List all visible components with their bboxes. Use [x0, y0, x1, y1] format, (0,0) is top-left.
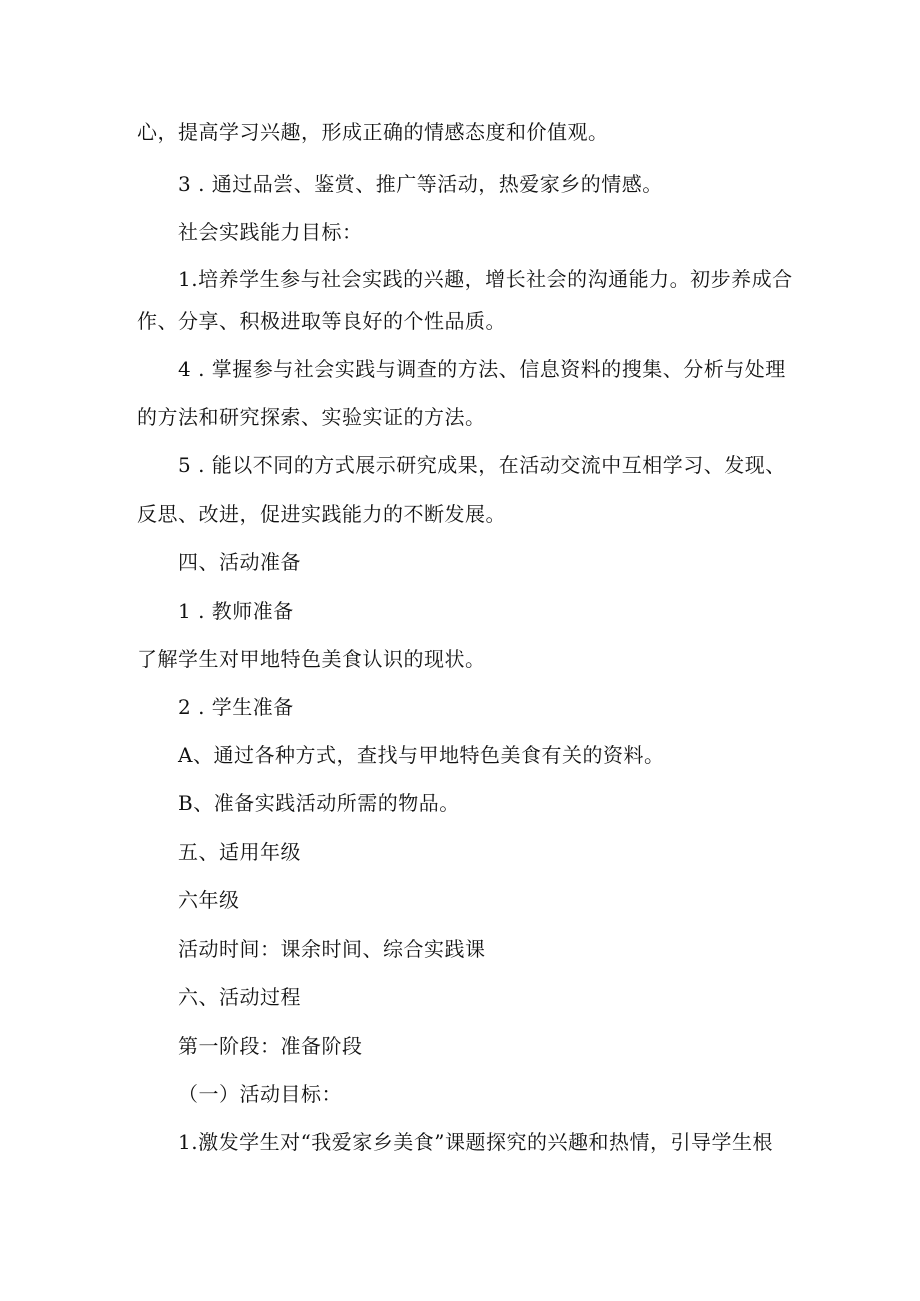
text-line: 1.激发学生对“我爱家乡美食”课题探究的兴趣和热情，引导学生根 — [178, 1130, 774, 1154]
text-line: A、通过各种方式，查找与甲地特色美食有关的资料。 — [178, 743, 665, 767]
text-line: 六年级 — [178, 888, 240, 912]
section-heading: 五、适用年级 — [178, 840, 301, 864]
subsection-heading: 2 . 学生准备 — [178, 695, 294, 719]
subsection-heading: （一）活动目标： — [178, 1082, 342, 1106]
text-line: 了解学生对甲地特色美食认识的现状。 — [137, 647, 486, 671]
section-heading: 社会实践能力目标： — [178, 220, 363, 244]
subsection-heading: 1 . 教师准备 — [178, 599, 294, 623]
subsection-heading: 第一阶段：准备阶段 — [178, 1034, 363, 1058]
text-line: 心，提高学习兴趣，形成正确的情感态度和价值观。 — [137, 120, 609, 144]
text-line: 5 . 能以不同的方式展示研究成果，在活动交流中互相学习、发现、 — [178, 453, 786, 477]
text-line: B、准备实践活动所需的物品。 — [178, 791, 460, 815]
section-heading: 六、活动过程 — [178, 985, 301, 1009]
text-line: 4 . 掌握参与社会实践与调查的方法、信息资料的搜集、分析与处理 — [178, 357, 786, 381]
text-line: 反思、改进，促进实践能力的不断发展。 — [137, 502, 506, 526]
text-line: 作、分享、积极进取等良好的个性品质。 — [137, 309, 506, 333]
text-line: 活动时间：课余时间、综合实践课 — [178, 937, 486, 961]
section-heading: 四、活动准备 — [178, 550, 301, 574]
text-line: 3 . 通过品尝、鉴赏、推广等活动，热爱家乡的情感。 — [178, 172, 663, 196]
text-line: 1.培养学生参与社会实践的兴趣，增长社会的沟通能力。初步养成合 — [178, 267, 793, 291]
text-line: 的方法和研究探索、实验实证的方法。 — [137, 405, 486, 429]
